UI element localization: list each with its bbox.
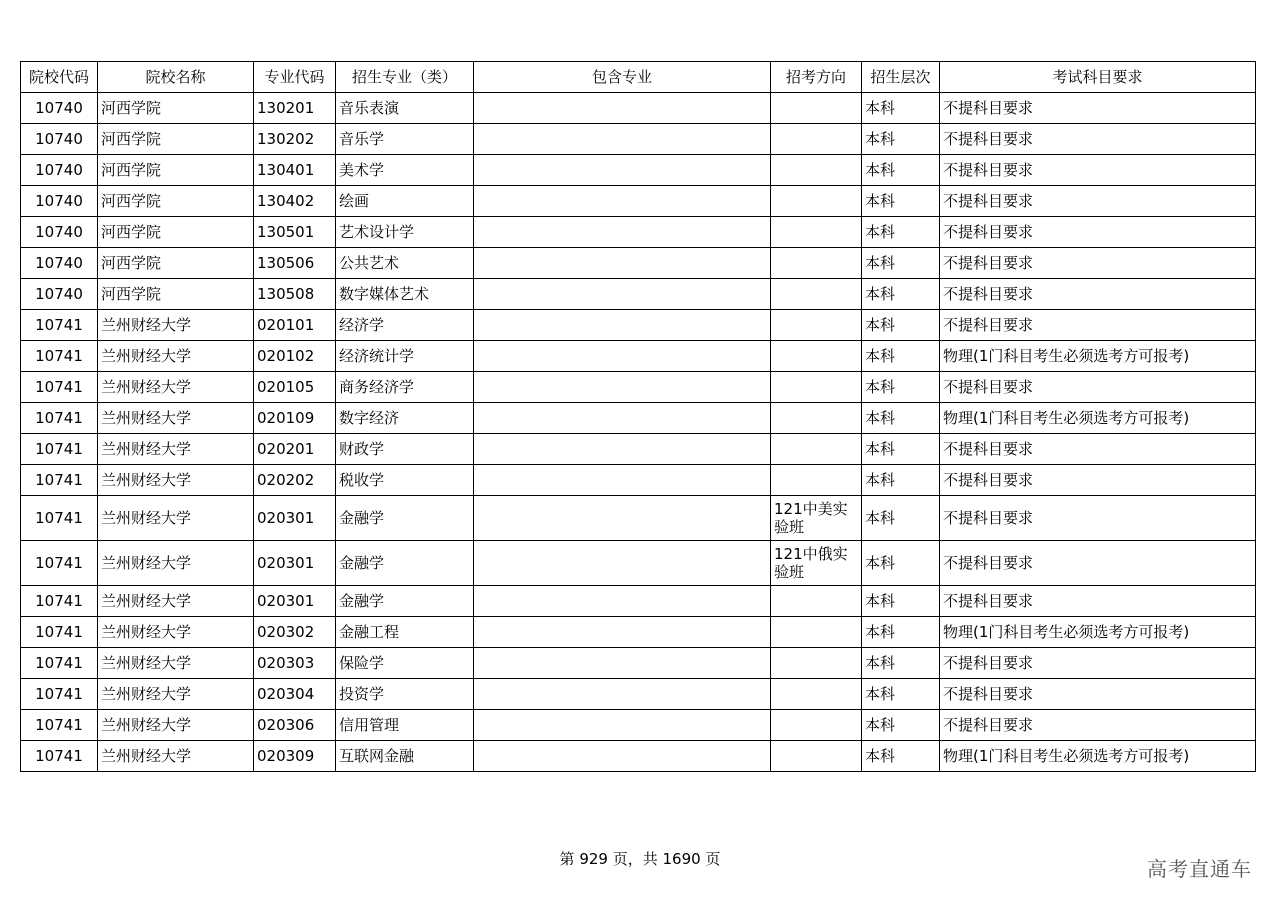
header-row [21,62,1256,93]
table-row [21,465,1256,496]
level-cell: 本科 [862,710,940,741]
watermark-logo: 高考直通车 [1147,857,1252,881]
direction-cell [771,434,862,465]
table-row [21,341,1256,372]
table-row [21,155,1256,186]
included-majors-cell [474,617,771,648]
major-cell: 保险学 [336,648,474,679]
requirement-cell: 物理(1门科目考生必须选考方可报考) [940,617,1256,648]
level-cell: 本科 [862,93,940,124]
table-row [21,648,1256,679]
major-cell: 音乐表演 [336,93,474,124]
major-cell: 财政学 [336,434,474,465]
column-header: 院校代码 [21,62,98,93]
requirement-cell: 不提科目要求 [940,217,1256,248]
school-name-cell: 兰州财经大学 [98,586,254,617]
table-row [21,679,1256,710]
page-number: 第 929 页，共 1690 页 [559,850,721,868]
included-majors-cell [474,186,771,217]
school-name-cell: 河西学院 [98,186,254,217]
direction-cell: 121中俄实验班 [771,541,862,586]
level-cell: 本科 [862,248,940,279]
major-cell: 公共艺术 [336,248,474,279]
major-cell: 音乐学 [336,124,474,155]
included-majors-cell [474,217,771,248]
column-header: 考试科目要求 [940,62,1256,93]
school-name-cell: 河西学院 [98,124,254,155]
level-cell: 本科 [862,155,940,186]
school-code-cell: 10740 [21,217,98,248]
direction-cell [771,372,862,403]
table-row [21,124,1256,155]
direction-cell [771,310,862,341]
table-row [21,217,1256,248]
school-code-cell: 10741 [21,434,98,465]
table-row [21,248,1256,279]
major-cell: 金融学 [336,496,474,541]
included-majors-cell [474,679,771,710]
school-name-cell: 兰州财经大学 [98,648,254,679]
requirement-cell: 不提科目要求 [940,586,1256,617]
table-row [21,541,1256,586]
column-header: 包含专业 [474,62,771,93]
school-code-cell: 10741 [21,710,98,741]
table-row [21,586,1256,617]
major-code-cell: 130401 [254,155,336,186]
included-majors-cell [474,434,771,465]
direction-cell [771,403,862,434]
column-header: 院校名称 [98,62,254,93]
level-cell: 本科 [862,434,940,465]
direction-cell [771,741,862,772]
major-code-cell: 020301 [254,496,336,541]
table-row [21,93,1256,124]
direction-cell [771,93,862,124]
level-cell: 本科 [862,617,940,648]
level-cell: 本科 [862,648,940,679]
school-code-cell: 10740 [21,124,98,155]
school-name-cell: 兰州财经大学 [98,403,254,434]
level-cell: 本科 [862,217,940,248]
requirement-cell: 不提科目要求 [940,186,1256,217]
major-code-cell: 020201 [254,434,336,465]
major-cell: 数字媒体艺术 [336,279,474,310]
requirement-cell: 不提科目要求 [940,310,1256,341]
requirement-cell: 不提科目要求 [940,155,1256,186]
requirement-cell: 不提科目要求 [940,279,1256,310]
direction-cell [771,124,862,155]
included-majors-cell [474,648,771,679]
direction-cell [771,186,862,217]
included-majors-cell [474,541,771,586]
direction-cell [771,710,862,741]
included-majors-cell [474,741,771,772]
major-code-cell: 020306 [254,710,336,741]
school-code-cell: 10741 [21,496,98,541]
column-header: 招生专业（类） [336,62,474,93]
major-code-cell: 020301 [254,586,336,617]
level-cell: 本科 [862,465,940,496]
major-code-cell: 130402 [254,186,336,217]
major-cell: 经济学 [336,310,474,341]
direction-cell [771,279,862,310]
column-header: 招考方向 [771,62,862,93]
requirement-cell: 不提科目要求 [940,710,1256,741]
school-name-cell: 兰州财经大学 [98,496,254,541]
major-code-cell: 020105 [254,372,336,403]
school-code-cell: 10741 [21,372,98,403]
included-majors-cell [474,496,771,541]
school-name-cell: 兰州财经大学 [98,310,254,341]
school-name-cell: 河西学院 [98,217,254,248]
school-name-cell: 河西学院 [98,155,254,186]
table-row [21,310,1256,341]
level-cell: 本科 [862,124,940,155]
major-cell: 金融工程 [336,617,474,648]
included-majors-cell [474,710,771,741]
included-majors-cell [474,465,771,496]
direction-cell [771,586,862,617]
requirement-cell: 不提科目要求 [940,496,1256,541]
direction-cell [771,155,862,186]
table-row [21,279,1256,310]
column-header: 专业代码 [254,62,336,93]
major-cell: 绘画 [336,186,474,217]
included-majors-cell [474,248,771,279]
direction-cell [771,648,862,679]
major-cell: 金融学 [336,541,474,586]
major-code-cell: 020302 [254,617,336,648]
major-code-cell: 020102 [254,341,336,372]
admissions-table [20,61,1256,772]
major-code-cell: 020202 [254,465,336,496]
table-row [21,741,1256,772]
level-cell: 本科 [862,679,940,710]
direction-cell: 121中美实验班 [771,496,862,541]
major-cell: 数字经济 [336,403,474,434]
column-header: 招生层次 [862,62,940,93]
major-cell: 商务经济学 [336,372,474,403]
included-majors-cell [474,279,771,310]
direction-cell [771,465,862,496]
school-code-cell: 10741 [21,586,98,617]
major-code-cell: 130508 [254,279,336,310]
major-cell: 互联网金融 [336,741,474,772]
requirement-cell: 不提科目要求 [940,434,1256,465]
school-name-cell: 兰州财经大学 [98,372,254,403]
school-name-cell: 兰州财经大学 [98,541,254,586]
major-cell: 金融学 [336,586,474,617]
level-cell: 本科 [862,586,940,617]
school-name-cell: 河西学院 [98,248,254,279]
level-cell: 本科 [862,341,940,372]
major-code-cell: 020309 [254,741,336,772]
direction-cell [771,617,862,648]
requirement-cell: 不提科目要求 [940,93,1256,124]
table-row [21,372,1256,403]
school-code-cell: 10741 [21,310,98,341]
level-cell: 本科 [862,310,940,341]
table-row [21,434,1256,465]
level-cell: 本科 [862,372,940,403]
school-name-cell: 兰州财经大学 [98,341,254,372]
major-cell: 税收学 [336,465,474,496]
level-cell: 本科 [862,541,940,586]
level-cell: 本科 [862,186,940,217]
requirement-cell: 不提科目要求 [940,248,1256,279]
requirement-cell: 物理(1门科目考生必须选考方可报考) [940,741,1256,772]
requirement-cell: 物理(1门科目考生必须选考方可报考) [940,403,1256,434]
school-name-cell: 兰州财经大学 [98,679,254,710]
included-majors-cell [474,586,771,617]
requirement-cell: 物理(1门科目考生必须选考方可报考) [940,341,1256,372]
school-name-cell: 兰州财经大学 [98,617,254,648]
table-row [21,617,1256,648]
school-code-cell: 10740 [21,93,98,124]
school-name-cell: 兰州财经大学 [98,434,254,465]
major-cell: 艺术设计学 [336,217,474,248]
school-code-cell: 10741 [21,341,98,372]
school-name-cell: 兰州财经大学 [98,465,254,496]
level-cell: 本科 [862,403,940,434]
direction-cell [771,217,862,248]
level-cell: 本科 [862,741,940,772]
school-code-cell: 10740 [21,155,98,186]
school-code-cell: 10741 [21,465,98,496]
included-majors-cell [474,310,771,341]
included-majors-cell [474,93,771,124]
school-code-cell: 10741 [21,403,98,434]
school-name-cell: 兰州财经大学 [98,741,254,772]
table-row [21,186,1256,217]
table-row [21,710,1256,741]
table-body [21,93,1256,772]
major-code-cell: 020301 [254,541,336,586]
included-majors-cell [474,372,771,403]
school-code-cell: 10741 [21,617,98,648]
major-cell: 投资学 [336,679,474,710]
school-code-cell: 10741 [21,541,98,586]
major-code-cell: 020303 [254,648,336,679]
requirement-cell: 不提科目要求 [940,124,1256,155]
school-code-cell: 10740 [21,248,98,279]
school-code-cell: 10740 [21,279,98,310]
school-name-cell: 河西学院 [98,93,254,124]
requirement-cell: 不提科目要求 [940,648,1256,679]
school-name-cell: 兰州财经大学 [98,710,254,741]
requirement-cell: 不提科目要求 [940,541,1256,586]
major-code-cell: 130201 [254,93,336,124]
requirement-cell: 不提科目要求 [940,372,1256,403]
direction-cell [771,679,862,710]
included-majors-cell [474,403,771,434]
included-majors-cell [474,155,771,186]
direction-cell [771,341,862,372]
level-cell: 本科 [862,496,940,541]
major-code-cell: 020109 [254,403,336,434]
included-majors-cell [474,124,771,155]
major-cell: 经济统计学 [336,341,474,372]
included-majors-cell [474,341,771,372]
requirement-cell: 不提科目要求 [940,679,1256,710]
major-cell: 信用管理 [336,710,474,741]
school-code-cell: 10741 [21,648,98,679]
school-name-cell: 河西学院 [98,279,254,310]
major-code-cell: 020304 [254,679,336,710]
table-row [21,403,1256,434]
major-cell: 美术学 [336,155,474,186]
major-code-cell: 130501 [254,217,336,248]
table-row [21,496,1256,541]
school-code-cell: 10740 [21,186,98,217]
requirement-cell: 不提科目要求 [940,465,1256,496]
major-code-cell: 020101 [254,310,336,341]
level-cell: 本科 [862,279,940,310]
major-code-cell: 130202 [254,124,336,155]
major-code-cell: 130506 [254,248,336,279]
school-code-cell: 10741 [21,741,98,772]
direction-cell [771,248,862,279]
school-code-cell: 10741 [21,679,98,710]
